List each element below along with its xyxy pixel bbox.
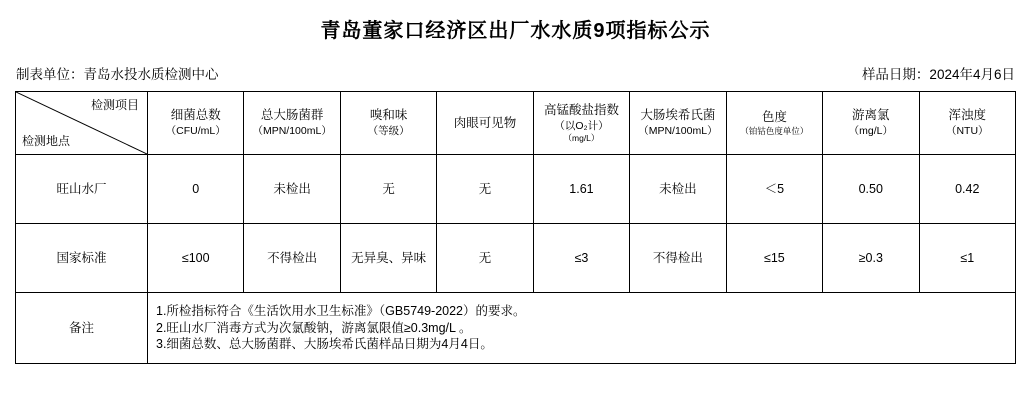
- note-line: 2.旺山水厂消毒方式为次氯酸钠，游离氯限值≥0.3mg/L 。: [156, 320, 472, 335]
- note-line: 1.所检指标符合《生活饮用水卫生标准》（GB5749-2022）的要求。: [156, 303, 526, 318]
- column-header-chromaticity: [726, 92, 822, 155]
- cell-value: 不得检出: [244, 224, 340, 293]
- column-header-unit: （NTU）: [945, 125, 989, 138]
- corner-header-cell: [16, 92, 148, 155]
- cell-value: 0: [148, 155, 244, 224]
- row-label-plant: 旺山水厂: [16, 155, 148, 224]
- column-header-name: 细菌总数: [170, 108, 221, 123]
- sample-date-label: 样品日期：2024年4月6日: [861, 67, 1015, 82]
- column-header-name: 高锰酸盐指数: [543, 102, 619, 117]
- cell-value: 0.50: [823, 155, 919, 224]
- cell-value: 无: [340, 155, 436, 224]
- column-header-free-chlorine: [823, 92, 919, 155]
- row-label-national-standard: 国家标准: [16, 224, 148, 293]
- column-header-turbidity: [919, 92, 1016, 155]
- column-header-unit-small: （mg/L）: [563, 132, 600, 143]
- column-header-bacteria-count: [148, 92, 244, 155]
- notes-row: [16, 293, 1016, 364]
- column-header-name: 肉眼可见物: [453, 115, 517, 130]
- column-header-unit: （MPN/100mL）: [252, 125, 332, 138]
- cell-value: 无异臭、异味: [340, 224, 436, 293]
- column-header-permanganate-index: [533, 92, 629, 155]
- table-header-row: [16, 92, 1016, 155]
- prepared-by-label: 制表单位：青岛水投水质检测中心: [16, 67, 219, 82]
- water-quality-table: [15, 91, 1016, 364]
- page-title: 青岛董家口经济区出厂水水质9项指标公示: [320, 20, 711, 42]
- cell-value: 无: [437, 224, 533, 293]
- column-header-name: 浑浊度: [948, 108, 986, 123]
- table-row: [16, 224, 1016, 293]
- column-header-visible-matter: [437, 92, 533, 155]
- column-header-name: 游离氯: [852, 108, 890, 123]
- cell-value: ≤100: [148, 224, 244, 293]
- meta-row: [0, 53, 1031, 91]
- column-header-odor-taste: [340, 92, 436, 155]
- note-line: 3.细菌总数、总大肠菌群、大肠埃希氏菌样品日期为4月4日。: [156, 337, 493, 352]
- notes-label: 备注: [16, 293, 148, 364]
- cell-value: 不得检出: [630, 224, 726, 293]
- cell-value: ≤3: [533, 224, 629, 293]
- cell-value: ≤15: [726, 224, 822, 293]
- cell-value: 0.42: [919, 155, 1016, 224]
- corner-item-label: 检测项目: [90, 98, 139, 112]
- column-header-name: 嗅和味: [369, 108, 408, 123]
- cell-value: 未检出: [630, 155, 726, 224]
- cell-value: ≥0.3: [823, 224, 919, 293]
- cell-value: 无: [437, 155, 533, 224]
- column-header-name: 总大肠菌群: [260, 108, 324, 123]
- column-header-unit: （以O₂计）: [554, 119, 609, 132]
- table-row: [16, 155, 1016, 224]
- column-header-unit: （CFU/mL）: [165, 125, 226, 138]
- cell-value: ≤1: [919, 224, 1016, 293]
- column-header-ecoli: [630, 92, 726, 155]
- cell-value: 1.61: [533, 155, 629, 224]
- notes-content: [148, 293, 1016, 364]
- cell-value: 未检出: [244, 155, 340, 224]
- column-header-unit: （等级）: [367, 125, 410, 138]
- column-header-unit-small: （铂钴色度单位）: [740, 125, 809, 136]
- corner-place-label: 检测地点: [22, 133, 71, 148]
- column-header-unit: （MPN/100mL）: [638, 125, 718, 138]
- column-header-name: 色度: [761, 109, 787, 124]
- cell-value: ＜5: [726, 155, 822, 224]
- column-header-total-coliform: [244, 92, 340, 155]
- column-header-name: 大肠埃希氏菌: [640, 108, 716, 123]
- column-header-unit: （mg/L）: [848, 125, 893, 138]
